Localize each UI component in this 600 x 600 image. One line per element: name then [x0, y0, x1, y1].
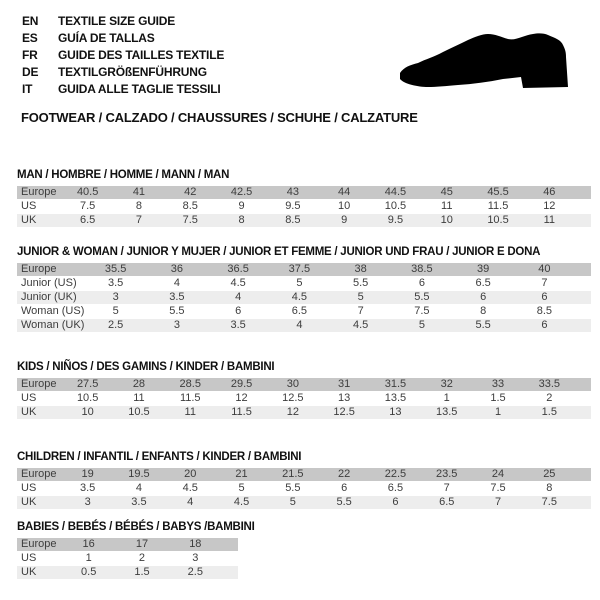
- size-cell: 7: [443, 482, 450, 494]
- size-cell: 5.5: [414, 291, 430, 303]
- language-code: IT: [22, 82, 33, 96]
- size-cell: 8.5: [182, 200, 198, 212]
- size-cell: 13: [338, 392, 351, 404]
- size-cell: 11: [133, 392, 145, 404]
- row-label: Junior (US): [21, 277, 77, 289]
- size-cell: 12: [286, 406, 299, 418]
- size-cell: 31: [338, 378, 351, 390]
- size-cell: 12.5: [333, 406, 355, 418]
- size-cell: 4.5: [233, 496, 250, 508]
- language-code: EN: [22, 14, 39, 28]
- size-cell: 6.5: [439, 496, 455, 508]
- language-code: ES: [22, 31, 38, 45]
- size-table-man: [17, 186, 591, 227]
- table-row: [17, 496, 591, 509]
- size-cell: 5.5: [336, 496, 352, 508]
- size-cell: 8: [480, 305, 487, 317]
- size-cell: 38: [354, 263, 367, 275]
- language-row: [22, 30, 224, 47]
- language-row: [22, 64, 224, 81]
- size-cell: 2.5: [107, 319, 124, 331]
- section-title: CHILDREN / INFANTIL / ENFANTS / KINDER / BAMBINI: [17, 451, 302, 463]
- size-cell: 6: [341, 482, 348, 494]
- category-heading: FOOTWEAR / CALZADO / CHAUSSURES / SCHUHE / CALZATURE: [21, 110, 418, 125]
- size-cell: 37.5: [288, 263, 311, 275]
- size-cell: 5.5: [285, 482, 301, 494]
- size-cell: 3: [192, 552, 199, 564]
- size-cell: 23.5: [436, 468, 458, 480]
- size-cell: 10.5: [128, 406, 150, 418]
- section-title: JUNIOR & WOMAN / JUNIOR Y MUJER / JUNIOR ET FEMME / JUNIOR UND FRAU / JUNIOR E DONA: [17, 246, 541, 258]
- size-cell: 7.5: [541, 496, 557, 508]
- language-code: FR: [22, 48, 38, 62]
- table-row: [17, 200, 591, 213]
- size-cell: 19.5: [128, 468, 150, 480]
- size-cell: 42: [184, 186, 197, 198]
- size-cell: 9.5: [387, 214, 404, 226]
- table-row: [17, 305, 591, 318]
- table-row: [17, 482, 591, 495]
- table-row: [17, 468, 591, 481]
- size-cell: 11: [441, 200, 453, 212]
- size-cell: 6: [392, 496, 399, 508]
- size-cell: 7.5: [182, 214, 198, 226]
- size-cell: 5.5: [169, 305, 185, 317]
- size-cell: 24: [491, 468, 505, 480]
- size-cell: 12: [235, 392, 248, 404]
- size-cell: 19: [81, 468, 94, 480]
- size-cell: 3.5: [80, 482, 96, 494]
- size-cell: 21.5: [282, 468, 304, 480]
- size-cell: 5: [357, 291, 364, 303]
- size-cell: 11.5: [231, 406, 252, 418]
- dress-shoe-icon: [396, 27, 574, 93]
- size-cell: 9: [238, 200, 245, 212]
- size-cell: 38.5: [411, 263, 433, 275]
- section-title: MAN / HOMBRE / HOMME / MANN / MAN: [17, 169, 230, 181]
- row-label: Junior (UK): [21, 291, 77, 303]
- size-cell: 1: [443, 392, 450, 404]
- size-cell: 28: [132, 378, 146, 390]
- size-cell: 2.5: [187, 566, 203, 578]
- size-cell: 4: [173, 277, 180, 289]
- table-row: [17, 538, 238, 551]
- size-cell: 5: [112, 305, 119, 317]
- size-cell: 10: [81, 406, 94, 418]
- language-label: GUÍA DE TALLAS: [58, 31, 155, 45]
- size-cell: 10.5: [76, 392, 99, 404]
- size-table-babies: [17, 538, 238, 579]
- size-cell: 22.5: [384, 468, 407, 480]
- size-cell: 11: [543, 214, 556, 226]
- language-row: [22, 47, 224, 64]
- size-cell: 3: [173, 319, 180, 331]
- section-children: [17, 451, 591, 510]
- size-cell: 4.5: [182, 482, 198, 494]
- size-cell: 3.5: [230, 319, 246, 331]
- size-cell: 4.5: [230, 277, 246, 289]
- size-cell: 8: [546, 482, 553, 494]
- row-label: Woman (US): [21, 305, 85, 317]
- size-cell: 9.5: [285, 200, 301, 212]
- size-cell: 13.5: [436, 406, 458, 418]
- size-cell: 6.5: [387, 482, 404, 494]
- row-label: Europe: [21, 468, 57, 480]
- size-table-kids: [17, 378, 591, 419]
- table-row: [17, 319, 591, 332]
- size-cell: 33: [491, 378, 505, 390]
- size-cell: 39: [477, 263, 490, 275]
- language-label: GUIDA ALLE TAGLIE TESSILI: [58, 82, 221, 96]
- size-cell: 7.5: [490, 482, 506, 494]
- size-cell: 3: [112, 291, 119, 303]
- row-label: UK: [21, 214, 37, 226]
- row-label: Europe: [21, 378, 57, 390]
- size-table-junior-woman: [17, 263, 591, 332]
- size-cell: 11.5: [179, 392, 201, 404]
- size-cell: 6.5: [80, 214, 96, 226]
- size-cell: 6: [235, 305, 242, 317]
- size-cell: 42.5: [230, 186, 253, 198]
- size-cell: 8: [135, 200, 142, 212]
- size-cell: 1: [494, 406, 502, 418]
- size-cell: 5.5: [352, 277, 369, 289]
- size-cell: 7: [135, 214, 142, 226]
- size-cell: 5: [238, 482, 245, 494]
- row-label: UK: [21, 566, 37, 578]
- table-row: [17, 186, 591, 199]
- size-cell: 12.5: [282, 392, 304, 404]
- section-title: KIDS / NIÑOS / DES GAMINS / KINDER / BAMBINI: [17, 361, 275, 373]
- size-cell: 3.5: [107, 277, 124, 289]
- size-cell: 4: [296, 319, 303, 331]
- row-label: Europe: [21, 263, 57, 275]
- size-cell: 6: [541, 319, 548, 331]
- size-cell: 8.5: [536, 305, 553, 317]
- size-cell: 11: [184, 406, 196, 418]
- table-row: [17, 566, 238, 579]
- size-cell: 44: [338, 186, 351, 198]
- row-label: US: [21, 482, 37, 494]
- language-label: GUIDE DES TAILLES TEXTILE: [58, 48, 225, 62]
- table-row: [17, 277, 591, 290]
- size-cell: 41: [132, 186, 146, 198]
- size-cell: 4: [187, 496, 194, 508]
- size-cell: 7.5: [414, 305, 430, 317]
- table-row: [17, 378, 591, 391]
- section-man: [17, 169, 591, 228]
- size-cell: 10.5: [384, 200, 407, 212]
- size-cell: 28.5: [179, 378, 201, 390]
- size-cell: 27.5: [76, 378, 99, 390]
- size-cell: 6: [480, 291, 487, 303]
- size-cell: 5.5: [475, 319, 491, 331]
- row-label: Europe: [21, 538, 57, 550]
- size-table-children: [17, 468, 591, 509]
- size-cell: 10: [440, 214, 453, 226]
- size-cell: 6: [541, 291, 548, 303]
- size-cell: 4: [135, 482, 142, 494]
- section-title: BABIES / BEBÉS / BÉBÉS / BABYS /BAMBINI: [17, 521, 255, 533]
- size-cell: 4: [235, 291, 242, 303]
- size-cell: 7: [541, 277, 548, 289]
- language-row: [22, 81, 224, 98]
- size-cell: 22: [338, 468, 351, 480]
- size-cell: 17: [135, 538, 149, 550]
- size-cell: 30: [286, 378, 299, 390]
- size-cell: 1.5: [541, 406, 557, 418]
- size-cell: 9: [341, 214, 348, 226]
- size-cell: 31.5: [384, 378, 407, 390]
- size-cell: 46: [543, 186, 556, 198]
- size-cell: 13.5: [384, 392, 407, 404]
- size-cell: 5: [418, 319, 425, 331]
- language-title-list: [22, 13, 224, 98]
- size-cell: 45.5: [487, 186, 509, 198]
- size-cell: 7.5: [80, 200, 96, 212]
- row-label: Woman (UK): [21, 319, 85, 331]
- table-row: [17, 552, 238, 565]
- size-cell: 1.5: [134, 566, 150, 578]
- size-cell: 36: [170, 263, 183, 275]
- size-cell: 44.5: [384, 186, 407, 198]
- size-cell: 1: [85, 552, 92, 564]
- size-cell: 45: [440, 186, 453, 198]
- table-row: [17, 263, 591, 276]
- table-row: [17, 392, 591, 405]
- size-cell: 2: [546, 392, 553, 404]
- size-cell: 4.5: [352, 319, 369, 331]
- size-cell: 6: [418, 277, 425, 289]
- size-cell: 13: [389, 406, 402, 418]
- size-cell: 8.5: [285, 214, 301, 226]
- size-cell: 3: [84, 496, 91, 508]
- size-cell: 36.5: [227, 263, 249, 275]
- size-cell: 11.5: [487, 200, 509, 212]
- size-cell: 8: [238, 214, 245, 226]
- size-cell: 5: [289, 496, 296, 508]
- size-cell: 5: [296, 277, 303, 289]
- size-cell: 10.5: [487, 214, 509, 226]
- size-cell: 2: [138, 552, 146, 564]
- size-cell: 1.5: [490, 392, 506, 404]
- size-cell: 25: [543, 468, 556, 480]
- section-babies: [17, 521, 255, 580]
- section-kids: [17, 361, 591, 420]
- size-cell: 3.5: [169, 291, 185, 303]
- size-cell: 4.5: [291, 291, 308, 303]
- section-junior-woman: [17, 246, 591, 333]
- row-label: Europe: [21, 186, 57, 198]
- size-cell: 7: [494, 496, 502, 508]
- table-row: [17, 291, 591, 304]
- table-row: [17, 406, 591, 419]
- size-cell: 6.5: [291, 305, 308, 317]
- language-label: TEXTILE SIZE GUIDE: [58, 14, 176, 28]
- size-cell: 33.5: [538, 378, 561, 390]
- size-cell: 32: [440, 378, 453, 390]
- size-cell: 3.5: [131, 496, 147, 508]
- row-label: UK: [21, 406, 37, 418]
- size-cell: 0.5: [81, 566, 97, 578]
- size-cell: 40.5: [76, 186, 99, 198]
- size-cell: 40: [538, 263, 551, 275]
- row-label: US: [21, 552, 37, 564]
- size-cell: 6.5: [475, 277, 491, 289]
- language-code: DE: [22, 65, 39, 79]
- size-cell: 20: [184, 468, 197, 480]
- size-cell: 16: [82, 538, 95, 550]
- size-cell: 12: [543, 200, 556, 212]
- size-cell: 10: [338, 200, 351, 212]
- size-cell: 43: [286, 186, 299, 198]
- size-cell: 35.5: [104, 263, 127, 275]
- table-row: [17, 214, 591, 227]
- row-label: UK: [21, 496, 37, 508]
- row-label: US: [21, 392, 37, 404]
- language-label: TEXTILGRÖßENFÜHRUNG: [58, 65, 207, 79]
- size-cell: 21: [235, 468, 248, 480]
- size-cell: 29.5: [230, 378, 253, 390]
- row-label: US: [21, 200, 37, 212]
- size-cell: 18: [189, 538, 202, 550]
- size-cell: 7: [357, 305, 364, 317]
- language-row: [22, 13, 224, 30]
